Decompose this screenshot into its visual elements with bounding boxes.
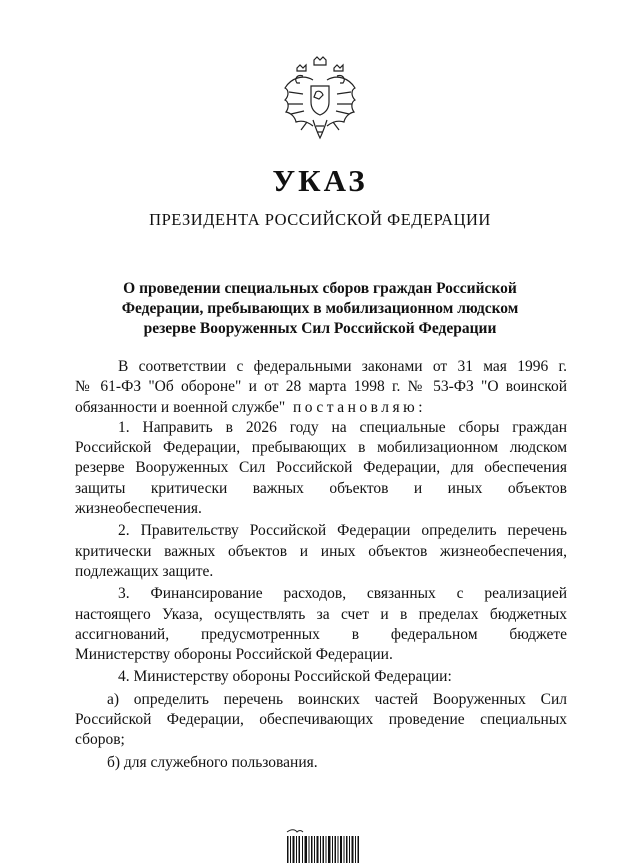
- text-line: Министерству обороны Российской Федерации.: [75, 646, 393, 664]
- text-line: подлежащих защите.: [75, 562, 214, 580]
- text-line: критически важных объектов и иных объектов жизнеобеспечения,: [75, 542, 567, 560]
- preamble-paragraph: [75, 357, 567, 418]
- item-4b-paragraph: [75, 753, 567, 773]
- heading-line: Федерации, пребывающих в мобилизационном людском: [121, 300, 519, 317]
- item-4a-paragraph: [75, 690, 567, 751]
- heading-line: резерве Вооруженных Сил Российской Федерации: [143, 320, 497, 337]
- decree-heading: [100, 279, 540, 339]
- text-line: 3. Финансирование расходов, связанных с реализацией: [118, 585, 567, 603]
- text-line: № 61-ФЗ "Об обороне" и от 28 марта 1998 г. № 53-ФЗ "О воинской: [75, 378, 567, 396]
- text-line: жизнеобеспечения.: [75, 500, 202, 518]
- text-line: ассигнований, предусмотренных в федеральном бюджете: [75, 625, 567, 643]
- item-2-paragraph: [75, 521, 567, 582]
- text-line: Российской Федерации, пребывающих в мобилизационном людском: [75, 439, 567, 457]
- item-3-paragraph: [75, 584, 567, 665]
- text-line: 2. Правительству Российской Федерации определить перечень: [118, 522, 567, 540]
- barcode-icon: [283, 826, 363, 865]
- item-1-paragraph: [75, 418, 567, 519]
- document-subtitle: ПРЕЗИДЕНТА РОССИЙСКОЙ ФЕДЕРАЦИИ: [149, 210, 491, 229]
- double-headed-eagle-icon: [283, 56, 357, 148]
- text-line: 1. Направить в 2026 году на специальные сборы граждан: [118, 418, 567, 436]
- preamble-text: обязанности и военной службе": [75, 398, 286, 416]
- text-line: резерве Вооруженных Сил Российской Федерации, для обеспечения: [75, 459, 567, 477]
- text-line: настоящего Указа, осуществлять за счет и в пределах бюджетных: [75, 605, 567, 623]
- text-line: а) определить перечень воинских частей Вооруженных Сил: [107, 690, 567, 708]
- text-line: [75, 398, 567, 418]
- spaced-verb: постановляю:: [292, 398, 427, 416]
- heading-line: О проведении специальных сборов граждан Российской: [123, 280, 517, 297]
- text-line: В соответствии с федеральными законами от 31 мая 1996 г.: [118, 358, 567, 375]
- decree-body: [75, 357, 567, 773]
- document-title: УКАЗ: [272, 163, 368, 198]
- text-line: Российской Федерации, обеспечивающих проведение специальных: [75, 711, 567, 729]
- text-line: б) для служебного пользования.: [107, 753, 318, 771]
- text-line: 4. Министерству обороны Российской Федерации:: [118, 668, 452, 686]
- text-line: сборов;: [75, 731, 125, 749]
- text-line: защиты критически важных объектов и иных объектов: [75, 479, 567, 497]
- item-4-paragraph: [75, 667, 567, 687]
